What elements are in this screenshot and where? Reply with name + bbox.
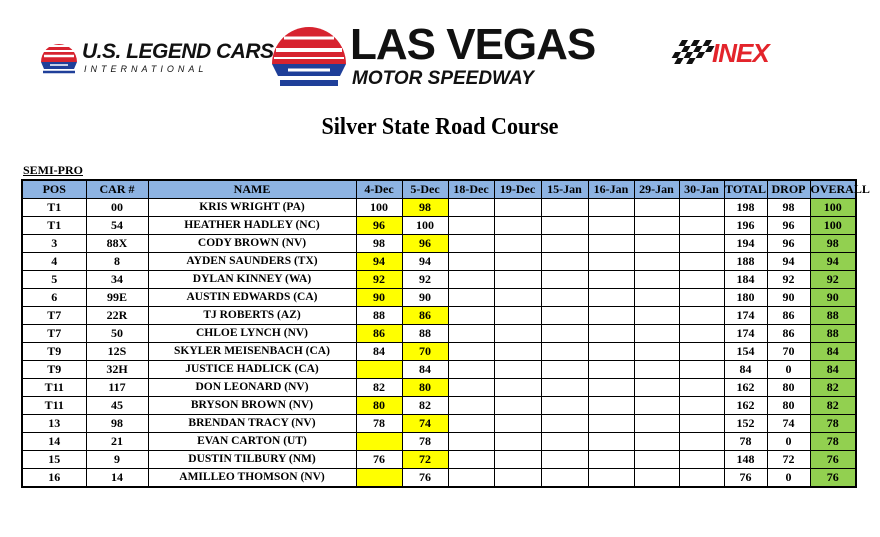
overall-cell: 100 (810, 199, 856, 217)
race-result-cell: 70 (402, 343, 448, 361)
table-row (22, 289, 856, 307)
driver-name-cell: BRYSON BROWN (NV) (148, 397, 356, 415)
race-result-cell (494, 433, 541, 451)
car-number-cell: 34 (86, 271, 148, 289)
pos-cell: T9 (22, 361, 86, 379)
pos-cell: 4 (22, 253, 86, 271)
driver-name-cell: DON LEONARD (NV) (148, 379, 356, 397)
race-result-cell: 86 (356, 325, 402, 343)
driver-name-cell: CODY BROWN (NV) (148, 235, 356, 253)
race-result-cell (494, 199, 541, 217)
column-header-name: NAME (148, 180, 356, 199)
car-number-cell: 21 (86, 433, 148, 451)
driver-name-cell: DUSTIN TILBURY (NM) (148, 451, 356, 469)
driver-name-cell: DYLAN KINNEY (WA) (148, 271, 356, 289)
race-result-cell (588, 235, 634, 253)
standings-table (21, 179, 870, 488)
drop-cell: 0 (767, 469, 810, 488)
race-result-cell (448, 325, 494, 343)
race-result-cell: 100 (356, 199, 402, 217)
race-result-cell (541, 217, 588, 235)
overall-cell: 78 (810, 415, 856, 433)
overall-cell: 88 (810, 307, 856, 325)
overall-cell: 82 (810, 397, 856, 415)
car-number-cell: 50 (86, 325, 148, 343)
page-title: Silver State Road Course (321, 114, 559, 140)
table-row (22, 397, 856, 415)
race-result-cell (679, 325, 724, 343)
checkered-flag-icon (668, 40, 712, 66)
race-result-cell (494, 307, 541, 325)
race-result-cell (448, 289, 494, 307)
total-cell: 180 (724, 289, 767, 307)
table-row (22, 433, 856, 451)
column-header-16-jan: 16-Jan (588, 180, 634, 199)
race-result-cell (541, 397, 588, 415)
drop-cell: 72 (767, 451, 810, 469)
driver-name-cell: AMILLEO THOMSON (NV) (148, 469, 356, 488)
drop-cell: 90 (767, 289, 810, 307)
pos-cell: T11 (22, 379, 86, 397)
race-result-cell: 78 (356, 415, 402, 433)
pos-cell: 14 (22, 433, 86, 451)
race-result-cell (494, 343, 541, 361)
total-cell: 148 (724, 451, 767, 469)
race-result-cell (588, 397, 634, 415)
race-result-cell (356, 361, 402, 379)
drop-cell: 94 (767, 253, 810, 271)
us-legend-cars-logo-subtext: INTERNATIONAL (84, 64, 208, 74)
total-cell: 184 (724, 271, 767, 289)
pos-cell: T1 (22, 199, 86, 217)
race-result-cell (679, 343, 724, 361)
race-result-cell (588, 415, 634, 433)
race-result-cell (679, 289, 724, 307)
overall-cell: 76 (810, 451, 856, 469)
race-result-cell (588, 379, 634, 397)
drop-cell: 96 (767, 217, 810, 235)
race-result-cell (541, 253, 588, 271)
race-result-cell: 92 (402, 271, 448, 289)
column-header-18-dec: 18-Dec (448, 180, 494, 199)
pos-cell: 3 (22, 235, 86, 253)
drop-cell: 0 (767, 361, 810, 379)
driver-name-cell: BRENDAN TRACY (NV) (148, 415, 356, 433)
race-result-cell (448, 217, 494, 235)
total-cell: 174 (724, 307, 767, 325)
pos-cell: 15 (22, 451, 86, 469)
race-result-cell (679, 199, 724, 217)
race-result-cell (448, 397, 494, 415)
car-number-cell: 22R (86, 307, 148, 325)
race-result-cell (588, 469, 634, 488)
overall-cell: 84 (810, 361, 856, 379)
race-result-cell (448, 415, 494, 433)
race-result-cell (494, 451, 541, 469)
race-result-cell (494, 379, 541, 397)
table-row (22, 217, 856, 235)
race-result-cell (634, 415, 679, 433)
race-result-cell (634, 253, 679, 271)
car-number-cell: 45 (86, 397, 148, 415)
car-number-cell: 99E (86, 289, 148, 307)
race-result-cell (588, 253, 634, 271)
race-result-cell (679, 397, 724, 415)
race-result-cell (679, 253, 724, 271)
pos-cell: T7 (22, 325, 86, 343)
drop-cell: 74 (767, 415, 810, 433)
race-result-cell (494, 235, 541, 253)
total-cell: 162 (724, 397, 767, 415)
table-row (22, 379, 856, 397)
race-result-cell (448, 199, 494, 217)
total-cell: 196 (724, 217, 767, 235)
race-result-cell (634, 289, 679, 307)
us-legend-cars-logo (38, 38, 274, 78)
total-cell: 76 (724, 469, 767, 488)
lvms-logo (270, 20, 596, 94)
total-cell: 194 (724, 235, 767, 253)
car-number-cell: 00 (86, 199, 148, 217)
overall-cell: 100 (810, 217, 856, 235)
race-result-cell: 78 (402, 433, 448, 451)
race-result-cell (541, 361, 588, 379)
column-header-4-dec: 4-Dec (356, 180, 402, 199)
total-cell: 188 (724, 253, 767, 271)
overall-cell: 84 (810, 343, 856, 361)
race-result-cell (588, 325, 634, 343)
race-result-cell: 86 (402, 307, 448, 325)
race-result-cell (448, 379, 494, 397)
race-result-cell (679, 379, 724, 397)
table-row (22, 253, 856, 271)
table-row (22, 361, 856, 379)
overall-cell: 90 (810, 289, 856, 307)
race-result-cell (634, 469, 679, 488)
race-result-cell (494, 325, 541, 343)
lvms-logo-text: LAS VEGAS (350, 20, 596, 69)
total-cell: 84 (724, 361, 767, 379)
race-result-cell (494, 397, 541, 415)
race-result-cell (541, 343, 588, 361)
race-result-cell (634, 433, 679, 451)
race-result-cell: 98 (402, 199, 448, 217)
race-result-cell (494, 469, 541, 488)
race-result-cell (634, 379, 679, 397)
driver-name-cell: AUSTIN EDWARDS (CA) (148, 289, 356, 307)
column-header-5-dec: 5-Dec (402, 180, 448, 199)
race-result-cell (588, 199, 634, 217)
race-result-cell (588, 271, 634, 289)
race-result-cell (541, 325, 588, 343)
drop-cell: 86 (767, 307, 810, 325)
pos-cell: T9 (22, 343, 86, 361)
drop-cell: 92 (767, 271, 810, 289)
driver-name-cell: TJ ROBERTS (AZ) (148, 307, 356, 325)
driver-name-cell: JUSTICE HADLICK (CA) (148, 361, 356, 379)
race-result-cell (634, 397, 679, 415)
race-result-cell (541, 199, 588, 217)
race-result-cell: 74 (402, 415, 448, 433)
race-result-cell: 84 (402, 361, 448, 379)
total-cell: 152 (724, 415, 767, 433)
car-number-cell: 88X (86, 235, 148, 253)
race-result-cell (588, 289, 634, 307)
race-result-cell: 92 (356, 271, 402, 289)
race-result-cell (588, 217, 634, 235)
total-cell: 174 (724, 325, 767, 343)
race-result-cell (541, 379, 588, 397)
overall-cell: 76 (810, 469, 856, 488)
race-result-cell: 90 (402, 289, 448, 307)
class-label: SEMI-PRO (23, 163, 83, 177)
race-result-cell (634, 451, 679, 469)
race-result-cell (588, 451, 634, 469)
race-result-cell (541, 415, 588, 433)
race-result-cell (541, 307, 588, 325)
race-result-cell (679, 469, 724, 488)
table-row (22, 271, 856, 289)
race-result-cell (541, 469, 588, 488)
car-number-cell: 12S (86, 343, 148, 361)
race-result-cell: 82 (356, 379, 402, 397)
overall-cell: 88 (810, 325, 856, 343)
race-result-cell (679, 217, 724, 235)
drop-cell: 98 (767, 199, 810, 217)
column-header-drop: DROP (767, 180, 810, 199)
race-result-cell: 80 (402, 379, 448, 397)
driver-name-cell: KRIS WRIGHT (PA) (148, 199, 356, 217)
pos-cell: 5 (22, 271, 86, 289)
column-header-30-jan: 30-Jan (679, 180, 724, 199)
race-result-cell: 76 (356, 451, 402, 469)
table-row (22, 307, 856, 325)
inex-logo-text: INEX (712, 38, 769, 68)
car-number-cell: 14 (86, 469, 148, 488)
race-result-cell: 100 (402, 217, 448, 235)
race-result-cell (679, 307, 724, 325)
race-result-cell: 76 (402, 469, 448, 488)
race-result-cell: 72 (402, 451, 448, 469)
table-row (22, 469, 856, 488)
driver-name-cell: CHLOE LYNCH (NV) (148, 325, 356, 343)
race-result-cell (356, 469, 402, 488)
total-cell: 78 (724, 433, 767, 451)
race-result-cell (448, 469, 494, 488)
table-row (22, 325, 856, 343)
driver-name-cell: EVAN CARTON (UT) (148, 433, 356, 451)
race-result-cell (679, 433, 724, 451)
table-row (22, 235, 856, 253)
race-result-cell (541, 433, 588, 451)
driver-name-cell: SKYLER MEISENBACH (CA) (148, 343, 356, 361)
car-number-cell: 98 (86, 415, 148, 433)
race-result-cell (448, 433, 494, 451)
car-number-cell: 9 (86, 451, 148, 469)
drop-cell: 0 (767, 433, 810, 451)
car-number-cell: 8 (86, 253, 148, 271)
race-result-cell: 98 (356, 235, 402, 253)
overall-cell: 92 (810, 271, 856, 289)
race-result-cell: 96 (356, 217, 402, 235)
race-result-cell: 88 (356, 307, 402, 325)
overall-cell: 82 (810, 379, 856, 397)
drop-cell: 70 (767, 343, 810, 361)
race-result-cell (448, 451, 494, 469)
race-result-cell (634, 307, 679, 325)
column-header-29-jan: 29-Jan (634, 180, 679, 199)
lvms-emblem-icon (270, 24, 348, 90)
column-header-car-: CAR # (86, 180, 148, 199)
race-result-cell (588, 433, 634, 451)
race-result-cell (634, 343, 679, 361)
column-header-overall: OVERALL (810, 180, 856, 199)
race-result-cell (634, 199, 679, 217)
race-result-cell (634, 361, 679, 379)
car-number-cell: 32H (86, 361, 148, 379)
race-result-cell (448, 253, 494, 271)
overall-cell: 78 (810, 433, 856, 451)
race-result-cell: 82 (402, 397, 448, 415)
pos-cell: T1 (22, 217, 86, 235)
race-result-cell (634, 271, 679, 289)
pos-cell: T11 (22, 397, 86, 415)
race-result-cell (448, 343, 494, 361)
race-result-cell (679, 415, 724, 433)
pos-cell: 6 (22, 289, 86, 307)
race-result-cell (588, 343, 634, 361)
table-row (22, 343, 856, 361)
drop-cell: 96 (767, 235, 810, 253)
race-result-cell (494, 289, 541, 307)
column-header-15-jan: 15-Jan (541, 180, 588, 199)
race-result-cell (634, 325, 679, 343)
total-cell: 198 (724, 199, 767, 217)
total-cell: 154 (724, 343, 767, 361)
race-result-cell (494, 361, 541, 379)
race-result-cell (634, 235, 679, 253)
inex-logo (668, 40, 828, 70)
lvms-logo-subtext: MOTOR SPEEDWAY (352, 68, 534, 89)
column-header-pos: POS (22, 180, 86, 199)
race-result-cell: 84 (356, 343, 402, 361)
race-result-cell (494, 217, 541, 235)
overall-cell: 94 (810, 253, 856, 271)
pos-cell: T7 (22, 307, 86, 325)
race-result-cell (679, 361, 724, 379)
driver-name-cell: AYDEN SAUNDERS (TX) (148, 253, 356, 271)
drop-cell: 80 (767, 379, 810, 397)
race-result-cell (541, 289, 588, 307)
car-number-cell: 117 (86, 379, 148, 397)
table-row (22, 451, 856, 469)
total-cell: 162 (724, 379, 767, 397)
race-result-cell: 94 (356, 253, 402, 271)
race-result-cell (356, 433, 402, 451)
race-result-cell: 90 (356, 289, 402, 307)
race-result-cell: 94 (402, 253, 448, 271)
race-result-cell (588, 307, 634, 325)
race-result-cell (541, 235, 588, 253)
drop-cell: 86 (767, 325, 810, 343)
race-result-cell: 96 (402, 235, 448, 253)
us-legend-cars-logo-text: U.S. LEGEND CARS (82, 40, 274, 63)
pos-cell: 16 (22, 469, 86, 488)
race-result-cell (679, 271, 724, 289)
race-result-cell (541, 271, 588, 289)
race-result-cell (448, 271, 494, 289)
race-result-cell (679, 451, 724, 469)
header-row (22, 180, 856, 199)
race-result-cell (679, 235, 724, 253)
table-row (22, 415, 856, 433)
race-result-cell (541, 451, 588, 469)
table-row (22, 199, 856, 217)
race-result-cell (494, 253, 541, 271)
race-result-cell (494, 415, 541, 433)
overall-cell: 98 (810, 235, 856, 253)
pos-cell: 13 (22, 415, 86, 433)
column-header-total: TOTAL (724, 180, 767, 199)
column-header-19-dec: 19-Dec (494, 180, 541, 199)
race-result-cell: 80 (356, 397, 402, 415)
race-result-cell (448, 307, 494, 325)
race-result-cell (448, 361, 494, 379)
race-result-cell (634, 217, 679, 235)
race-result-cell (494, 271, 541, 289)
drop-cell: 80 (767, 397, 810, 415)
race-result-cell (588, 361, 634, 379)
race-result-cell (448, 235, 494, 253)
race-result-cell: 88 (402, 325, 448, 343)
car-number-cell: 54 (86, 217, 148, 235)
driver-name-cell: HEATHER HADLEY (NC) (148, 217, 356, 235)
us-legend-cars-emblem-icon (38, 38, 80, 74)
